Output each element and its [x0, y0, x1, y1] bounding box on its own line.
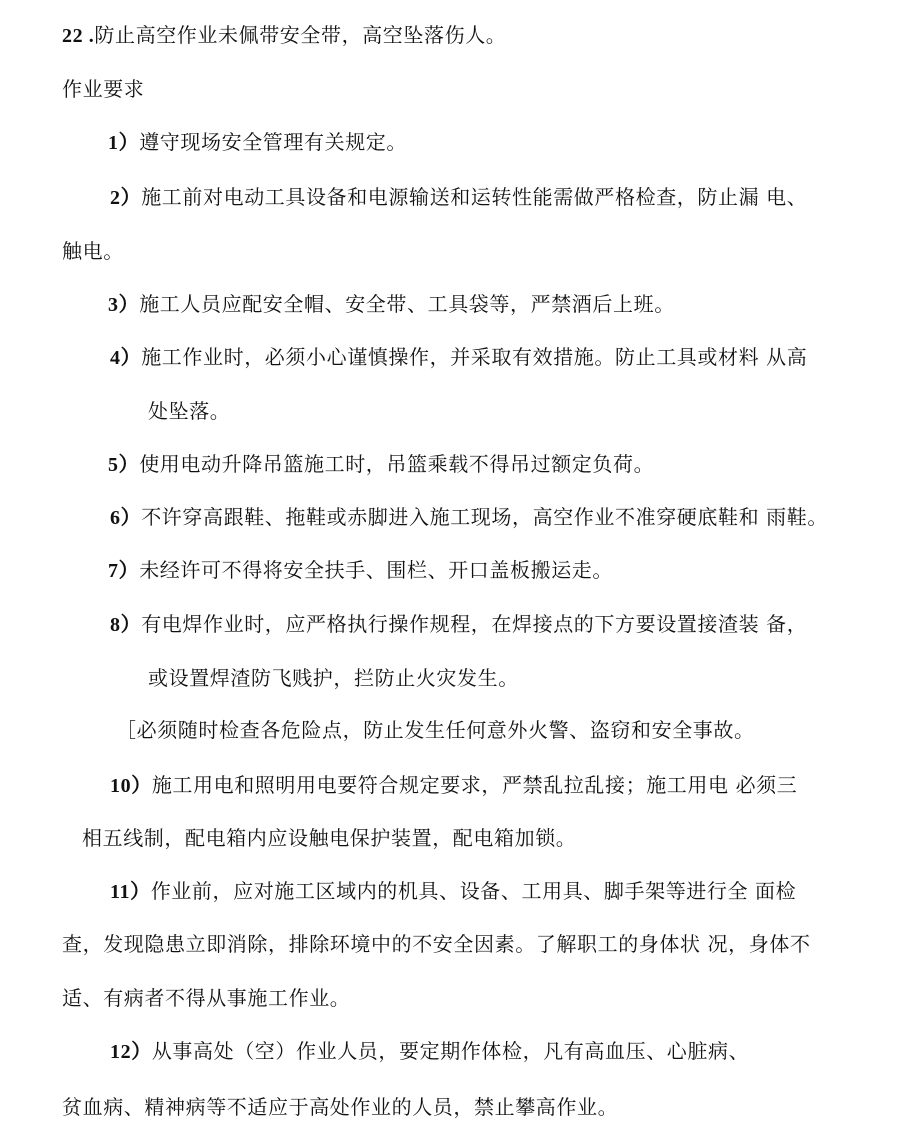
list-item-5	[108, 451, 654, 478]
item-number: 11）	[110, 881, 151, 903]
list-item-2	[110, 184, 807, 211]
item-text: 施工作业时，必须小心谨慎操作，并采取有效措施。防止工具或材料 从高	[141, 345, 808, 369]
item-text: 施工前对电动工具设备和电源输送和运转性能需做严格检查，防止漏 电、	[141, 185, 808, 209]
list-item-2-continuation: 触电。	[62, 239, 124, 263]
list-item-11-continuation: 查，发现隐患立即消除，排除环境中的不安全因素。了解职工的身体状 况，身体不	[62, 932, 811, 956]
item-text: 遵守现场安全管理有关规定。	[139, 130, 408, 154]
item-number: 8）	[110, 614, 142, 636]
item-text: 施工人员应配安全帽、安全带、工具袋等，严禁酒后上班。	[139, 292, 675, 316]
list-item-8-continuation: 或设置焊渣防飞贱护，拦防止火灾发生。	[148, 666, 519, 690]
item-number: 12）	[110, 1041, 152, 1063]
list-item-10	[110, 772, 797, 799]
item-number: 1）	[108, 132, 140, 154]
list-item-4-continuation: 处坠落。	[148, 399, 231, 423]
heading-line	[62, 22, 506, 49]
list-item-11-continuation-2: 适、有病者不得从事施工作业。	[62, 986, 351, 1010]
item-number: 7）	[108, 560, 140, 582]
list-item-6	[110, 504, 828, 531]
list-item-11	[110, 878, 796, 905]
heading-text: 防止高空作业未佩带安全带，高空坠落伤人。	[94, 23, 507, 47]
list-item-3	[108, 291, 675, 318]
item-text: 作业前，应对施工区域内的机具、设备、工用具、脚手架等进行全 面检	[150, 879, 797, 903]
item-text: 未经许可不得将安全扶手、围栏、开口盖板搬运走。	[139, 558, 614, 582]
list-item-12	[110, 1038, 749, 1065]
item-number: 2）	[110, 187, 142, 209]
item-text: ［必须随时检查各危险点，防止发生任何意外火警、盗窃和安全事故。	[116, 718, 755, 742]
list-item-12-continuation: 贫血病、精神病等不适应于高处作业的人员，禁止攀高作业。	[62, 1095, 619, 1119]
item-text: 施工用电和照明用电要符合规定要求，严禁乱拉乱接；施工用电 必须三	[151, 773, 798, 797]
item-text: 使用电动升降吊篮施工时，吊篮乘载不得吊过额定负荷。	[139, 452, 655, 476]
item-number: 5）	[108, 454, 140, 476]
list-item-10-continuation: 相五线制，配电箱内应设触电保护装置，配电箱加锁。	[82, 826, 577, 850]
item-text: 有电焊作业时，应严格执行操作规程，在焊接点的下方要设置接渣装 备，	[141, 612, 808, 636]
list-item-4	[110, 344, 807, 371]
list-item-8	[110, 611, 807, 638]
list-item-7	[108, 557, 613, 584]
item-text: 从事高处（空）作业人员，要定期作体检，凡有高血压、心脏病、	[151, 1039, 750, 1063]
item-number: 4）	[110, 347, 142, 369]
item-number: 3）	[108, 294, 140, 316]
section-title: 作业要求	[62, 77, 145, 101]
list-item-9	[116, 717, 755, 743]
heading-number: 22 .	[62, 25, 95, 47]
list-item-1	[108, 129, 407, 156]
item-text: 不许穿高跟鞋、拖鞋或赤脚进入施工现场，高空作业不准穿硬底鞋和 雨鞋。	[141, 505, 828, 529]
item-number: 6）	[110, 507, 142, 529]
item-number: 10）	[110, 775, 152, 797]
